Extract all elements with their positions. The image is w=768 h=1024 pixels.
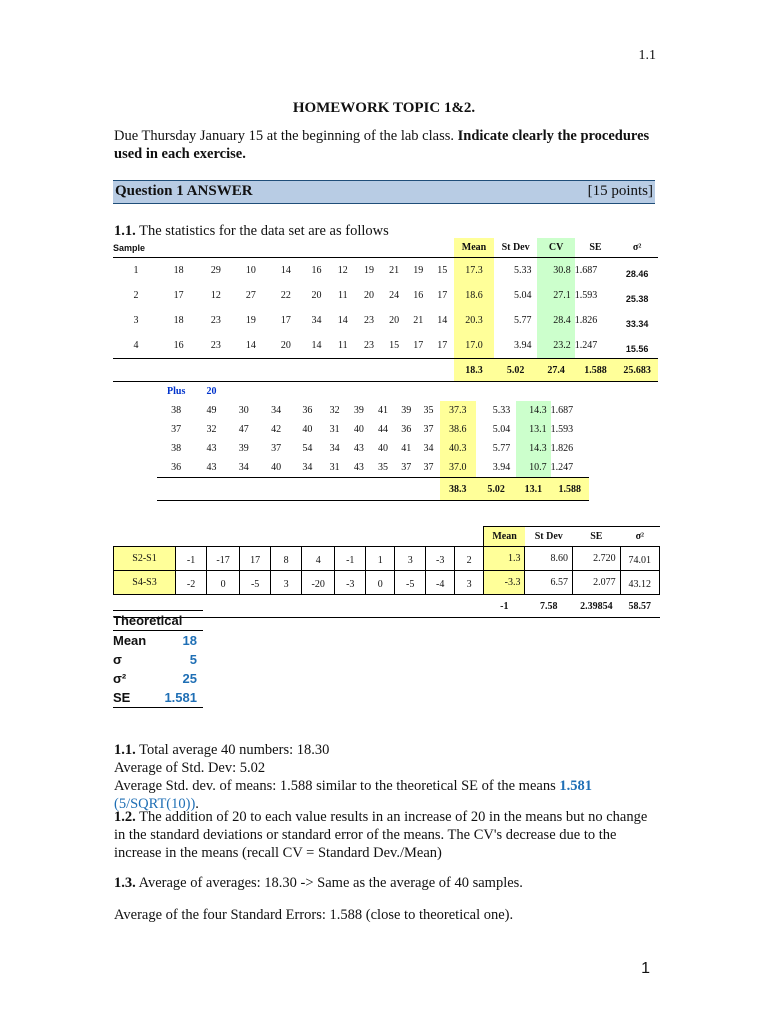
plus-header-row — [157, 382, 589, 402]
mean-cell: 38.6 — [440, 420, 476, 439]
table-cell: 43 — [206, 443, 217, 454]
table-cell: 41 — [378, 405, 389, 416]
cv-cell: 10.7 — [516, 458, 550, 478]
table-cell: 0 — [366, 571, 395, 595]
se-cell: 2.720 — [573, 547, 621, 571]
variance-cell: 25.38 — [625, 293, 649, 304]
table-cell: 44 — [378, 424, 389, 435]
table-cell: 38 — [171, 405, 182, 416]
total-mean: 38.3 — [440, 478, 476, 501]
se-cell: 1.687 — [574, 265, 598, 276]
plus-label: Plus — [167, 386, 186, 397]
table-row — [157, 439, 589, 458]
variance-cell: 33.34 — [625, 318, 649, 329]
table-cell: 41 — [401, 443, 412, 454]
table-cell: 39 — [353, 405, 364, 416]
table-cell: -1 — [335, 547, 366, 571]
sample-number: 3 — [133, 315, 139, 326]
stdev-cell: 3.94 — [513, 340, 532, 351]
table-cell: 32 — [329, 405, 340, 416]
answer-1-1 — [114, 741, 654, 813]
mean-cell: 17.3 — [454, 258, 493, 284]
table-row — [113, 283, 658, 308]
table-cell: 47 — [238, 424, 249, 435]
intro-bold: Indicate clearly the procedures used in each exercise. — [114, 128, 650, 162]
total-stdev: 5.02 — [494, 359, 538, 382]
table-cell — [159, 238, 454, 258]
mean-cell: 37.3 — [440, 401, 476, 420]
table-cell: 14 — [337, 315, 348, 326]
table-cell: -4 — [426, 571, 455, 595]
se-cell: 2.077 — [573, 571, 621, 595]
se-cell: 1.593 — [550, 424, 574, 435]
table-row — [114, 547, 660, 571]
table-cell: 18 — [173, 265, 184, 276]
table-cell: 3 — [455, 571, 484, 595]
table-cell: 37 — [171, 424, 182, 435]
table-row — [113, 308, 658, 333]
variance-header: σ² — [632, 242, 642, 253]
stdev-cell: 8.60 — [525, 547, 573, 571]
table-cell: -1 — [176, 547, 207, 571]
totals-row — [157, 478, 589, 501]
cv-cell: 27.1 — [537, 283, 574, 308]
mean-cell: -3.3 — [484, 571, 525, 595]
table-cell: 32 — [206, 424, 217, 435]
theoretical-row — [113, 669, 203, 688]
table-cell: 43 — [353, 443, 364, 454]
table-cell: -2 — [176, 571, 207, 595]
se-header: SE — [589, 242, 602, 253]
total-stdev: 7.58 — [540, 600, 558, 612]
total-variance: 58.57 — [628, 600, 652, 612]
table-cell — [157, 478, 440, 501]
table-row — [157, 401, 589, 420]
answer-1-1-end: . — [195, 796, 199, 812]
sample-header: Sample — [113, 242, 146, 253]
cv-cell: 30.8 — [537, 258, 574, 284]
totals-row — [113, 359, 658, 382]
plus-twenty-table — [157, 381, 589, 501]
table-cell: 11 — [337, 340, 348, 351]
table-cell: 37 — [423, 462, 434, 473]
stdev-cell: 3.94 — [492, 462, 511, 473]
answer-1-3-number: 1.3. — [114, 875, 136, 891]
table-cell: 29 — [210, 265, 221, 276]
cv-cell: 14.3 — [516, 401, 550, 420]
total-se: 1.588 — [575, 359, 617, 382]
table-cell: -20 — [302, 571, 335, 595]
table-cell: 35 — [423, 405, 434, 416]
table-header-row — [113, 238, 658, 258]
table-cell — [113, 359, 454, 382]
answer-1-2-number: 1.2. — [114, 809, 136, 825]
stdev-header: St Dev — [501, 242, 530, 253]
difference-label: S4-S3 — [114, 571, 176, 595]
intro-text: Due Thursday January 15 at the beginning of the lab class. — [114, 128, 458, 144]
variance-cell: 28.46 — [625, 268, 649, 279]
document-title: HOMEWORK TOPIC 1&2. — [292, 100, 476, 116]
table-cell: 30 — [238, 405, 249, 416]
table-cell: 21 — [389, 265, 400, 276]
table-cell: 0 — [207, 571, 240, 595]
table-cell: 3 — [395, 547, 426, 571]
se-cell: 1.826 — [574, 315, 598, 326]
question-header-bar — [113, 180, 655, 204]
table-cell: 14 — [245, 340, 256, 351]
theoretical-value: 18 — [182, 633, 197, 648]
se-cell: 1.593 — [574, 290, 598, 301]
table-cell: 37 — [271, 443, 282, 454]
theoretical-label: SE — [113, 690, 131, 705]
table-cell: 38 — [171, 443, 182, 454]
theoretical-table — [113, 610, 203, 708]
table-cell: 17 — [173, 290, 184, 301]
total-variance: 25.683 — [616, 359, 658, 382]
table-row — [113, 333, 658, 359]
answer-1-2-text: The addition of 20 to each value results in an increase of 20 in the means but no change in the standard deviations or standard error of the means. The CV's decrease due to the increase in the means (recall CV = Standard Dev./Mean) — [114, 809, 648, 861]
answer-1-3 — [114, 874, 654, 892]
table-header-row — [114, 527, 660, 547]
theoretical-row — [113, 631, 203, 651]
intro-paragraph — [114, 127, 654, 163]
table-cell: 23 — [210, 315, 221, 326]
se-header: SE — [573, 527, 621, 547]
theoretical-value: 25 — [182, 671, 197, 686]
table-cell: 23 — [210, 340, 221, 351]
table-cell: 17 — [413, 340, 424, 351]
table-cell: 15 — [437, 265, 448, 276]
answer-1-1-line1: Total average 40 numbers: 18.30 — [135, 742, 330, 758]
table-cell: 23 — [364, 315, 375, 326]
theoretical-label: Mean — [113, 633, 147, 648]
theoretical-label: σ² — [113, 671, 127, 686]
mean-cell: 20.3 — [454, 308, 493, 333]
table-row — [114, 571, 660, 595]
table-row — [113, 258, 658, 284]
table-cell: 17 — [240, 547, 271, 571]
table-cell: 12 — [337, 265, 348, 276]
table-cell: 2 — [455, 547, 484, 571]
theoretical-title-row — [113, 611, 203, 631]
statistics-table — [113, 238, 658, 382]
table-cell: 42 — [271, 424, 282, 435]
table-cell: 12 — [210, 290, 221, 301]
table-cell: 19 — [364, 265, 375, 276]
table-cell: 18 — [173, 315, 184, 326]
cv-header: CV — [537, 238, 574, 258]
table-cell: 36 — [171, 462, 182, 473]
mean-cell: 40.3 — [440, 439, 476, 458]
table-cell: 27 — [245, 290, 256, 301]
total-stdev: 5.02 — [476, 478, 516, 501]
stdev-cell: 5.04 — [492, 424, 511, 435]
table-cell — [114, 527, 484, 547]
total-cv: 13.1 — [516, 478, 550, 501]
table-cell: 20 — [311, 290, 322, 301]
table-cell: 19 — [413, 265, 424, 276]
table-cell: -3 — [335, 571, 366, 595]
cv-cell: 28.4 — [537, 308, 574, 333]
table-cell: 40 — [353, 424, 364, 435]
table-cell: 20 — [280, 340, 291, 351]
variance-cell: 74.01 — [620, 547, 659, 571]
table-cell: 43 — [353, 462, 364, 473]
mean-header: Mean — [484, 527, 525, 547]
stdev-cell: 5.77 — [513, 315, 532, 326]
theoretical-row — [113, 688, 203, 708]
table-cell: 39 — [401, 405, 412, 416]
table-cell: 40 — [271, 462, 282, 473]
total-se: 1.588 — [551, 478, 589, 501]
se-cell: 1.826 — [550, 443, 574, 454]
answer-1-1-number: 1.1. — [114, 742, 136, 758]
se-cell: 1.247 — [550, 462, 574, 473]
page-number: 1 — [641, 960, 650, 977]
table-cell: 37 — [423, 424, 434, 435]
se-cell: 1.247 — [574, 340, 598, 351]
table-cell: 31 — [329, 462, 340, 473]
question-label: Question 1 ANSWER — [115, 183, 253, 199]
stdev-cell: 5.33 — [513, 265, 532, 276]
table-cell: 11 — [337, 290, 348, 301]
table-cell: 34 — [423, 443, 434, 454]
question-points: [15 points] — [587, 183, 653, 199]
answer-1-1-line2: Average of Std. Dev: 5.02 — [114, 760, 266, 776]
table-cell: 22 — [280, 290, 291, 301]
table-cell: 14 — [437, 315, 448, 326]
differences-table — [113, 526, 660, 618]
table-cell: 8 — [271, 547, 302, 571]
cv-cell: 14.3 — [516, 439, 550, 458]
table-cell: 20 — [364, 290, 375, 301]
stdev-cell: 6.57 — [525, 571, 573, 595]
theoretical-value: 5 — [189, 652, 197, 667]
section-text: The statistics for the data set are as follows — [135, 223, 389, 239]
stdev-cell: 5.33 — [492, 405, 511, 416]
table-cell: 49 — [206, 405, 217, 416]
table-cell: 16 — [413, 290, 424, 301]
table-cell: 37 — [401, 462, 412, 473]
table-cell: 34 — [311, 315, 322, 326]
table-cell: -5 — [240, 571, 271, 595]
mean-cell: 37.0 — [440, 458, 476, 478]
table-row — [157, 420, 589, 439]
table-cell: 35 — [378, 462, 389, 473]
answer-1-1-se-formula: (5/SQRT(10)) — [114, 796, 196, 812]
answer-1-3-text: Average of averages: 18.30 -> Same as the average of 40 samples. — [135, 875, 523, 891]
sample-number: 2 — [133, 290, 139, 301]
cv-cell: 13.1 — [516, 420, 550, 439]
variance-cell: 15.56 — [625, 343, 649, 354]
table-cell: 34 — [302, 462, 313, 473]
variance-cell: 43.12 — [620, 571, 659, 595]
table-cell: 19 — [245, 315, 256, 326]
answer-1-3-extra: Average of the four Standard Errors: 1.588 (close to theoretical one). — [114, 907, 514, 923]
table-cell: -3 — [426, 547, 455, 571]
answer-1-2 — [114, 808, 654, 862]
total-cv: 27.4 — [537, 359, 574, 382]
theoretical-value: 1.581 — [164, 690, 197, 705]
plus-value: 20 — [206, 386, 217, 397]
table-cell: 34 — [329, 443, 340, 454]
table-cell: 34 — [238, 462, 249, 473]
table-cell: 20 — [389, 315, 400, 326]
table-cell: 16 — [173, 340, 184, 351]
table-cell: 31 — [329, 424, 340, 435]
variance-header: σ² — [620, 527, 659, 547]
table-cell: -5 — [395, 571, 426, 595]
table-cell: 43 — [206, 462, 217, 473]
sample-number: 1 — [133, 265, 139, 276]
mean-header: Mean — [454, 238, 493, 258]
table-cell: 16 — [311, 265, 322, 276]
table-cell: 10 — [245, 265, 256, 276]
page-label: 1.1 — [638, 48, 656, 63]
theoretical-row — [113, 650, 203, 669]
table-cell: 40 — [378, 443, 389, 454]
theoretical-se-highlight: 1.581 — [559, 778, 592, 794]
table-cell: 15 — [389, 340, 400, 351]
stdev-header: St Dev — [525, 527, 573, 547]
table-cell: 1 — [366, 547, 395, 571]
table-cell: 14 — [280, 265, 291, 276]
mean-cell: 1.3 — [484, 547, 525, 571]
table-cell: 40 — [302, 424, 313, 435]
stdev-cell: 5.77 — [492, 443, 511, 454]
table-cell: 4 — [302, 547, 335, 571]
total-mean: -1 — [500, 600, 509, 612]
table-cell: 17 — [280, 315, 291, 326]
table-cell: 34 — [271, 405, 282, 416]
total-mean: 18.3 — [454, 359, 493, 382]
table-cell: 39 — [238, 443, 249, 454]
table-cell: 17 — [437, 340, 448, 351]
table-cell: 23 — [364, 340, 375, 351]
table-cell — [228, 382, 589, 402]
table-cell: 36 — [401, 424, 412, 435]
table-cell: 36 — [302, 405, 313, 416]
table-cell: 24 — [389, 290, 400, 301]
table-row — [157, 458, 589, 478]
se-cell: 1.687 — [550, 405, 574, 416]
difference-label: S2-S1 — [114, 547, 176, 571]
table-cell: 3 — [271, 571, 302, 595]
stdev-cell: 5.04 — [513, 290, 532, 301]
table-cell: 54 — [302, 443, 313, 454]
table-cell: 21 — [413, 315, 424, 326]
mean-cell: 18.6 — [454, 283, 493, 308]
cv-cell: 23.2 — [537, 333, 574, 359]
section-number: 1.1. — [114, 223, 136, 239]
theoretical-title: Theoretical — [113, 613, 183, 628]
table-cell: 17 — [437, 290, 448, 301]
theoretical-label: σ — [113, 652, 122, 667]
table-cell: -17 — [207, 547, 240, 571]
answer-1-1-line3: Average Std. dev. of means: 1.588 similar to the theoretical SE of the means — [114, 778, 560, 794]
total-se: 2.39854 — [580, 600, 613, 612]
mean-cell: 17.0 — [454, 333, 493, 359]
sample-number: 4 — [133, 340, 139, 351]
table-cell: 14 — [311, 340, 322, 351]
